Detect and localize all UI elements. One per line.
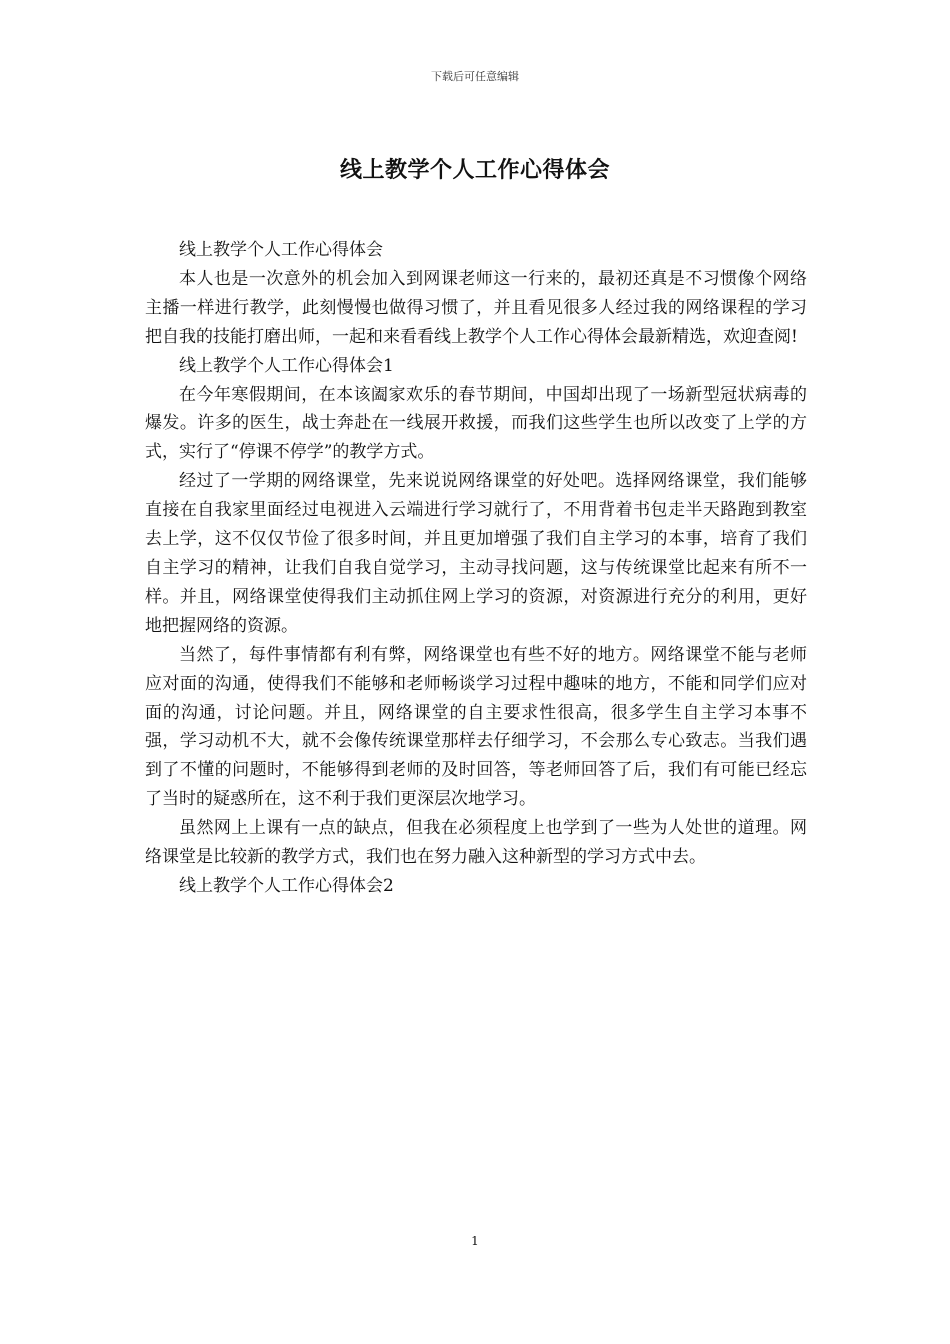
page-header-note: 下载后可任意编辑 — [431, 70, 519, 83]
paragraph-intro: 本人也是一次意外的机会加入到网课老师这一行来的，最初还真是不习惯像个网络主播一样进行教学，此刻慢慢也做得习惯了，并且看见很多人经过我的网络课程的学习把自我的技能打磨出师，一起和来看看线上教学个人工作心得体会最新精选，欢迎查阅! — [145, 268, 807, 347]
paragraph-1-1: 在今年寒假期间，在本该阖家欢乐的春节期间，中国却出现了一场新型冠状病毒的爆发。许多的医生，战士奔赴在一线展开救援，而我们这些学生也所以改变了上学的方式，实行了“停课不停学”的教学方式。 — [145, 384, 807, 463]
section-heading-2: 线上教学个人工作心得体会2 — [179, 875, 394, 896]
paragraph-subtitle: 线上教学个人工作心得体会 — [179, 240, 383, 260]
document-title: 线上教学个人工作心得体会 — [339, 157, 610, 183]
paragraph-1-4: 虽然网上上课有一点的缺点，但我在必须程度上也学到了一些为人处世的道理。网络课堂是比较新的教学方式，我们也在努力融入这种新型的学习方式中去。 — [145, 818, 807, 868]
document-body — [145, 236, 807, 901]
page-number: 1 — [471, 1234, 479, 1248]
section-heading-1: 线上教学个人工作心得体会1 — [179, 355, 394, 376]
paragraph-1-3: 当然了，每件事情都有利有弊，网络课堂也有些不好的地方。网络课堂不能与老师应对面的沟通，使得我们不能够和老师畅谈学习过程中趣味的地方，不能和同学们应对面的沟通，讨论问题。并且，网络课堂的自主要求性很高，很多学生自主学习本事不强，学习动机不大，就不会像传统课堂那样去仔细学习，不会那么专心致志。当我们遇到了不懂的问题时，不能够得到老师的及时回答，等老师回答了后，我们有可能已经忘了当时的疑惑所在，这不利于我们更深层次地学习。 — [145, 644, 807, 810]
paragraph-1-2: 经过了一学期的网络课堂，先来说说网络课堂的好处吧。选择网络课堂，我们能够直接在自我家里面经过电视进入云端进行学习就行了，不用背着书包走半天路跑到教室去上学，这不仅仅节俭了很多时间，并且更加增强了我们自主学习的本事，培育了我们自主学习的精神，让我们自我自觉学习，主动寻找问题，这与传统课堂比起来有所不一样。并且，网络课堂使得我们主动抓住网上学习的资源，对资源进行充分的利用，更好地把握网络的资源。 — [145, 471, 807, 636]
